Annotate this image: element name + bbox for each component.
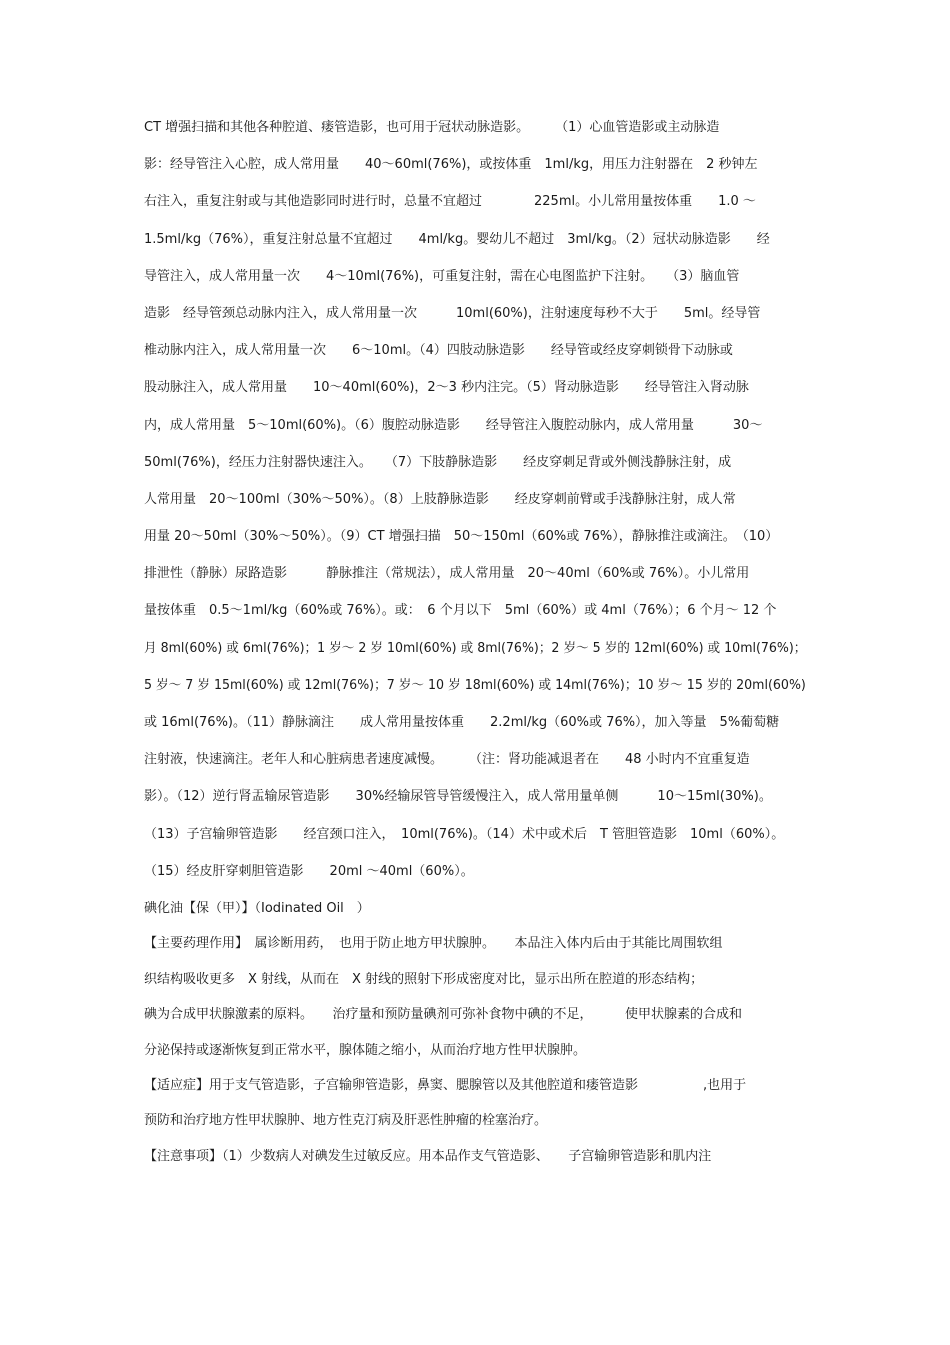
- text-line: （15）经皮肝穿刺胆管造影 20ml ～40ml（60%）。: [144, 863, 474, 879]
- paragraph-contrast-dosage: [144, 119, 806, 881]
- text-line: 【适应症】用于支气管造影，子宫输卵管造影，鼻窦、腮腺管以及其他腔道和瘘管造影 ,也用于: [144, 1077, 747, 1093]
- text-line: 右注入，重复注射或与其他造影同时进行时，总量不宜超过 225ml。小儿常用量按体重 1.0 ～: [144, 194, 756, 210]
- text-line: 排泄性（静脉）尿路造影 静脉推注（常规法），成人常用量 20～40ml（60%或 76%）。小儿常用: [144, 566, 750, 582]
- text-line: 影：经导管注入心腔，成人常用量 40～60ml(76%)，或按体重 1ml/kg，用压力注射器在 2 秒钟左: [144, 157, 758, 173]
- text-line: 碘为合成甲状腺激素的原料。 治疗量和预防量碘剂可弥补食物中碘的不足， 使甲状腺素的合成和: [144, 1007, 743, 1023]
- text-line: 分泌保持或逐渐恢复到正常水平，腺体随之缩小，从而治疗地方性甲状腺肿。: [144, 1042, 587, 1058]
- text-line: 注射液，快速滴注。老年人和心脏病患者速度减慢。 （注：肾功能减退者在 48 小时内不宜重复造: [144, 752, 750, 768]
- text-line: 椎动脉内注入，成人常用量一次 6～10ml。（4）四肢动脉造影 经导管或经皮穿刺锁骨下动脉或: [144, 343, 733, 359]
- document-body: [144, 119, 806, 1183]
- text-line: 【注意事项】（1）少数病人对碘发生过敏反应。用本品作支气管造影、 子宫输卵管造影和肌内注: [144, 1148, 712, 1164]
- text-line: 1.5ml/kg（76%），重复注射总量不宜超过 4ml/kg。婴幼儿不超过 3ml/kg。（2）冠状动脉造影 经: [144, 231, 770, 247]
- text-line: 5 岁～ 7 岁 15ml(60%) 或 12ml(76%)；7 岁～ 10 岁 18ml(60%) 或 14ml(76%)；10 岁～ 15 岁的 20ml(60%): [144, 677, 806, 693]
- text-line: 造影 经导管颈总动脉内注入，成人常用量一次 10ml(60%)，注射速度每秒不大于 5ml。经导管: [144, 305, 761, 321]
- text-line: 量按体重 0.5～1ml/kg（60%或 76%）。或： 6 个月以下 5ml（60%）或 4ml（76%）；6 个月～ 12 个: [144, 603, 777, 619]
- paragraph-iodinated-oil: [144, 900, 806, 1166]
- text-line: （13）子宫输卵管造影 经宫颈口注入， 10ml(76%)。（14）术中或术后 T 管胆管造影 10ml（60%）。: [144, 826, 785, 842]
- text-line: 预防和治疗地方性甲状腺肿、地方性克汀病及肝恶性肿瘤的栓塞治疗。: [144, 1113, 548, 1129]
- text-line: 导管注入，成人常用量一次 4～10ml(76%)，可重复注射，需在心电图监护下注射。 （3）脑血管: [144, 268, 740, 284]
- text-line: 【主要药理作用】 属诊断用药， 也用于防止地方甲状腺肿。 本品注入体内后由于其能比周围软组: [144, 936, 723, 952]
- text-line: CT 增强扫描和其他各种腔道、瘘管造影，也可用于冠状动脉造影。 （1）心血管造影或主动脉造: [144, 120, 720, 135]
- text-line: 50ml(76%)，经压力注射器快速注入。 （7）下肢静脉造影 经皮穿刺足背或外侧浅静脉注射，成: [144, 454, 732, 470]
- text-line: 影）。（12）逆行肾盂输尿管造影 30%经输尿管导管缓慢注入，成人常用量单侧 10～15ml(30%)。: [144, 789, 772, 805]
- text-line: 用量 20～50ml（30%～50%）。（9）CT 增强扫描 50～150ml（60%或 76%），静脉推注或滴注。 （10）: [144, 529, 779, 545]
- text-line: 人常用量 20～100ml（30%～50%）。（8）上肢静脉造影 经皮穿刺前臂或手浅静脉注射，成人常: [144, 491, 736, 507]
- text-line: 织结构吸收更多 X 射线，从而在 X 射线的照射下形成密度对比，显示出所在腔道的形态结构；: [144, 971, 704, 987]
- drug-heading: 碘化油【保（甲）】（Iodinated Oil ）: [144, 900, 370, 916]
- text-line: 股动脉注入，成人常用量 10～40ml(60%)，2～3 秒内注完。（5）肾动脉造影 经导管注入肾动脉: [144, 380, 749, 396]
- text-line: 或 16ml(76%)。（11）静脉滴注 成人常用量按体重 2.2ml/kg（60%或 76%），加入等量 5%葡萄糖: [144, 715, 780, 730]
- text-line: 月 8ml(60%) 或 6ml(76%)；1 岁～ 2 岁 10ml(60%) 或 8ml(76%)；2 岁～ 5 岁的 12ml(60%) 或 10ml(76%)；: [144, 640, 807, 656]
- text-line: 内，成人常用量 5～10ml(60%)。（6）腹腔动脉造影 经导管注入腹腔动脉内，成人常用量 30～: [144, 417, 763, 433]
